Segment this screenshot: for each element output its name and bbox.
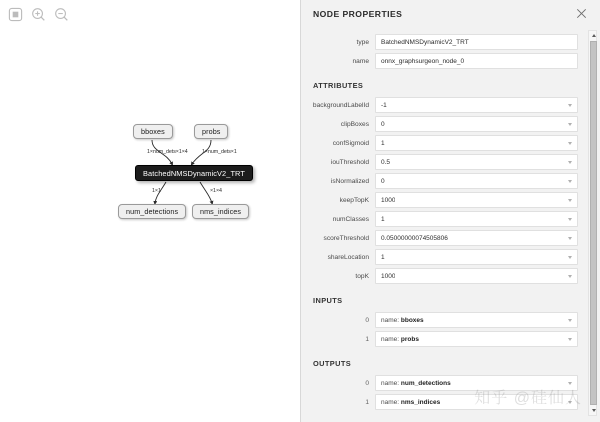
table-row bbox=[301, 135, 600, 151]
input-prefix: name: bbox=[381, 335, 400, 343]
attribute-value: 0.5 bbox=[381, 158, 391, 166]
edge-label-op-to-nms-indices: ×1×4 bbox=[210, 188, 222, 194]
graph-node-label: num_detections bbox=[126, 207, 179, 216]
list-item bbox=[301, 394, 600, 410]
attribute-value-field[interactable] bbox=[375, 249, 578, 265]
output-prefix: name: bbox=[381, 379, 400, 387]
field-label: type bbox=[356, 38, 369, 46]
output-name-field[interactable] bbox=[375, 394, 578, 410]
panel-scrollbar[interactable] bbox=[588, 30, 597, 416]
attribute-label: clipBoxes bbox=[340, 120, 369, 128]
field-value: onnx_graphsurgeon_node_0 bbox=[381, 57, 465, 65]
attribute-value-field[interactable] bbox=[375, 268, 578, 284]
input-index: 0 bbox=[365, 316, 369, 324]
table-row bbox=[301, 268, 600, 284]
chevron-down-icon[interactable] bbox=[568, 218, 572, 221]
attribute-value-field[interactable] bbox=[375, 116, 578, 132]
watermark: 知乎 @硅仙人 bbox=[474, 390, 582, 407]
attribute-label: topK bbox=[355, 272, 369, 280]
attribute-value-field[interactable] bbox=[375, 135, 578, 151]
graph-node-label: probs bbox=[202, 127, 221, 136]
attribute-label: shareLocation bbox=[327, 253, 369, 261]
field-row-type bbox=[301, 34, 600, 50]
attribute-value-field[interactable] bbox=[375, 97, 578, 113]
input-value bbox=[381, 336, 419, 343]
output-name: nms_indices bbox=[400, 398, 441, 406]
input-name-field[interactable] bbox=[375, 312, 578, 328]
graph-node-nms-indices[interactable] bbox=[192, 204, 249, 219]
chevron-down-icon[interactable] bbox=[568, 199, 572, 202]
attribute-value: -1 bbox=[381, 101, 387, 109]
attribute-label: backgroundLabelId bbox=[312, 101, 369, 109]
input-name: probs bbox=[400, 335, 419, 343]
chevron-down-icon[interactable] bbox=[568, 161, 572, 164]
graph-node-batchednmsdynamicv2-trt[interactable] bbox=[135, 165, 253, 181]
graph-node-probs[interactable] bbox=[194, 124, 228, 139]
chevron-down-icon[interactable] bbox=[568, 237, 572, 240]
field-row-name bbox=[301, 53, 600, 69]
graph-node-label: bboxes bbox=[141, 127, 165, 136]
graph-node-num-detections[interactable] bbox=[118, 204, 186, 219]
list-item bbox=[301, 375, 600, 391]
table-row bbox=[301, 173, 600, 189]
attribute-value: 1000 bbox=[381, 196, 396, 204]
list-item bbox=[301, 312, 600, 328]
chevron-down-icon[interactable] bbox=[568, 142, 572, 145]
attribute-label: scoreThreshold bbox=[323, 234, 369, 242]
attribute-value: 1 bbox=[381, 139, 385, 147]
attribute-value: 0 bbox=[381, 177, 385, 185]
node-properties-panel bbox=[301, 0, 600, 422]
attribute-value: 1 bbox=[381, 215, 385, 223]
output-value bbox=[381, 380, 451, 387]
list-item bbox=[301, 331, 600, 347]
table-row bbox=[301, 230, 600, 246]
chevron-down-icon[interactable] bbox=[568, 256, 572, 259]
table-row bbox=[301, 154, 600, 170]
chevron-down-icon[interactable] bbox=[568, 180, 572, 183]
name-field[interactable] bbox=[375, 53, 578, 69]
table-row bbox=[301, 211, 600, 227]
chevron-down-icon[interactable] bbox=[568, 104, 572, 107]
chevron-down-icon[interactable] bbox=[568, 275, 572, 278]
attribute-value: 0 bbox=[381, 120, 385, 128]
scrollbar-thumb[interactable] bbox=[590, 41, 597, 405]
scroll-up-arrow-icon[interactable] bbox=[589, 31, 598, 40]
attribute-label: keepTopK bbox=[339, 196, 369, 204]
graph-node-bboxes[interactable] bbox=[133, 124, 173, 139]
section-title-attributes: ATTRIBUTES bbox=[313, 81, 364, 90]
output-name-field[interactable] bbox=[375, 375, 578, 391]
input-value bbox=[381, 317, 424, 324]
table-row bbox=[301, 192, 600, 208]
attributes-list bbox=[301, 97, 600, 284]
input-prefix: name: bbox=[381, 316, 400, 324]
chevron-down-icon[interactable] bbox=[568, 123, 572, 126]
chevron-down-icon[interactable] bbox=[568, 338, 572, 341]
attribute-label: confSigmoid bbox=[332, 139, 369, 147]
inputs-list bbox=[301, 312, 600, 347]
attribute-value-field[interactable] bbox=[375, 211, 578, 227]
attribute-label: numClasses bbox=[332, 215, 369, 223]
field-value: BatchedNMSDynamicV2_TRT bbox=[381, 38, 469, 46]
header-fields bbox=[301, 28, 600, 69]
attribute-label: iouThreshold bbox=[330, 158, 369, 166]
section-title-outputs: OUTPUTS bbox=[313, 359, 352, 368]
output-index: 0 bbox=[365, 379, 369, 387]
attribute-value: 1000 bbox=[381, 272, 396, 280]
chevron-down-icon[interactable] bbox=[568, 401, 572, 404]
input-name-field[interactable] bbox=[375, 331, 578, 347]
outputs-list bbox=[301, 375, 600, 410]
section-title-inputs: INPUTS bbox=[313, 296, 343, 305]
input-index: 1 bbox=[365, 335, 369, 343]
edge-label-bboxes-to-op: 1×num_dets×1×4 bbox=[147, 149, 188, 155]
attribute-value-field[interactable] bbox=[375, 154, 578, 170]
graph-node-label: nms_indices bbox=[200, 207, 242, 216]
panel-title: NODE PROPERTIES bbox=[313, 9, 403, 19]
edge-label-op-to-num-detections: 1×1 bbox=[152, 188, 161, 194]
attribute-value-field[interactable] bbox=[375, 173, 578, 189]
attribute-value: 1 bbox=[381, 253, 385, 261]
output-value bbox=[381, 399, 440, 406]
graph-node-label: BatchedNMSDynamicV2_TRT bbox=[143, 168, 245, 178]
field-label: name bbox=[352, 57, 369, 65]
type-field[interactable] bbox=[375, 34, 578, 50]
table-row bbox=[301, 116, 600, 132]
table-row bbox=[301, 249, 600, 265]
scroll-down-arrow-icon[interactable] bbox=[589, 406, 598, 415]
table-row bbox=[301, 97, 600, 113]
output-index: 1 bbox=[365, 398, 369, 406]
attribute-label: isNormalized bbox=[330, 177, 369, 185]
output-prefix: name: bbox=[381, 398, 400, 406]
chevron-down-icon[interactable] bbox=[568, 382, 572, 385]
edge-label-probs-to-op: 1×num_dets×1 bbox=[202, 149, 237, 155]
output-name: num_detections bbox=[400, 379, 451, 387]
chevron-down-icon[interactable] bbox=[568, 319, 572, 322]
attribute-value-field[interactable] bbox=[375, 192, 578, 208]
panel-body bbox=[301, 28, 600, 422]
input-name: bboxes bbox=[400, 316, 424, 324]
panel-header bbox=[301, 0, 600, 28]
close-icon[interactable] bbox=[576, 8, 588, 20]
attribute-value: 0.05000000074505806 bbox=[381, 234, 448, 242]
attribute-value-field[interactable] bbox=[375, 230, 578, 246]
